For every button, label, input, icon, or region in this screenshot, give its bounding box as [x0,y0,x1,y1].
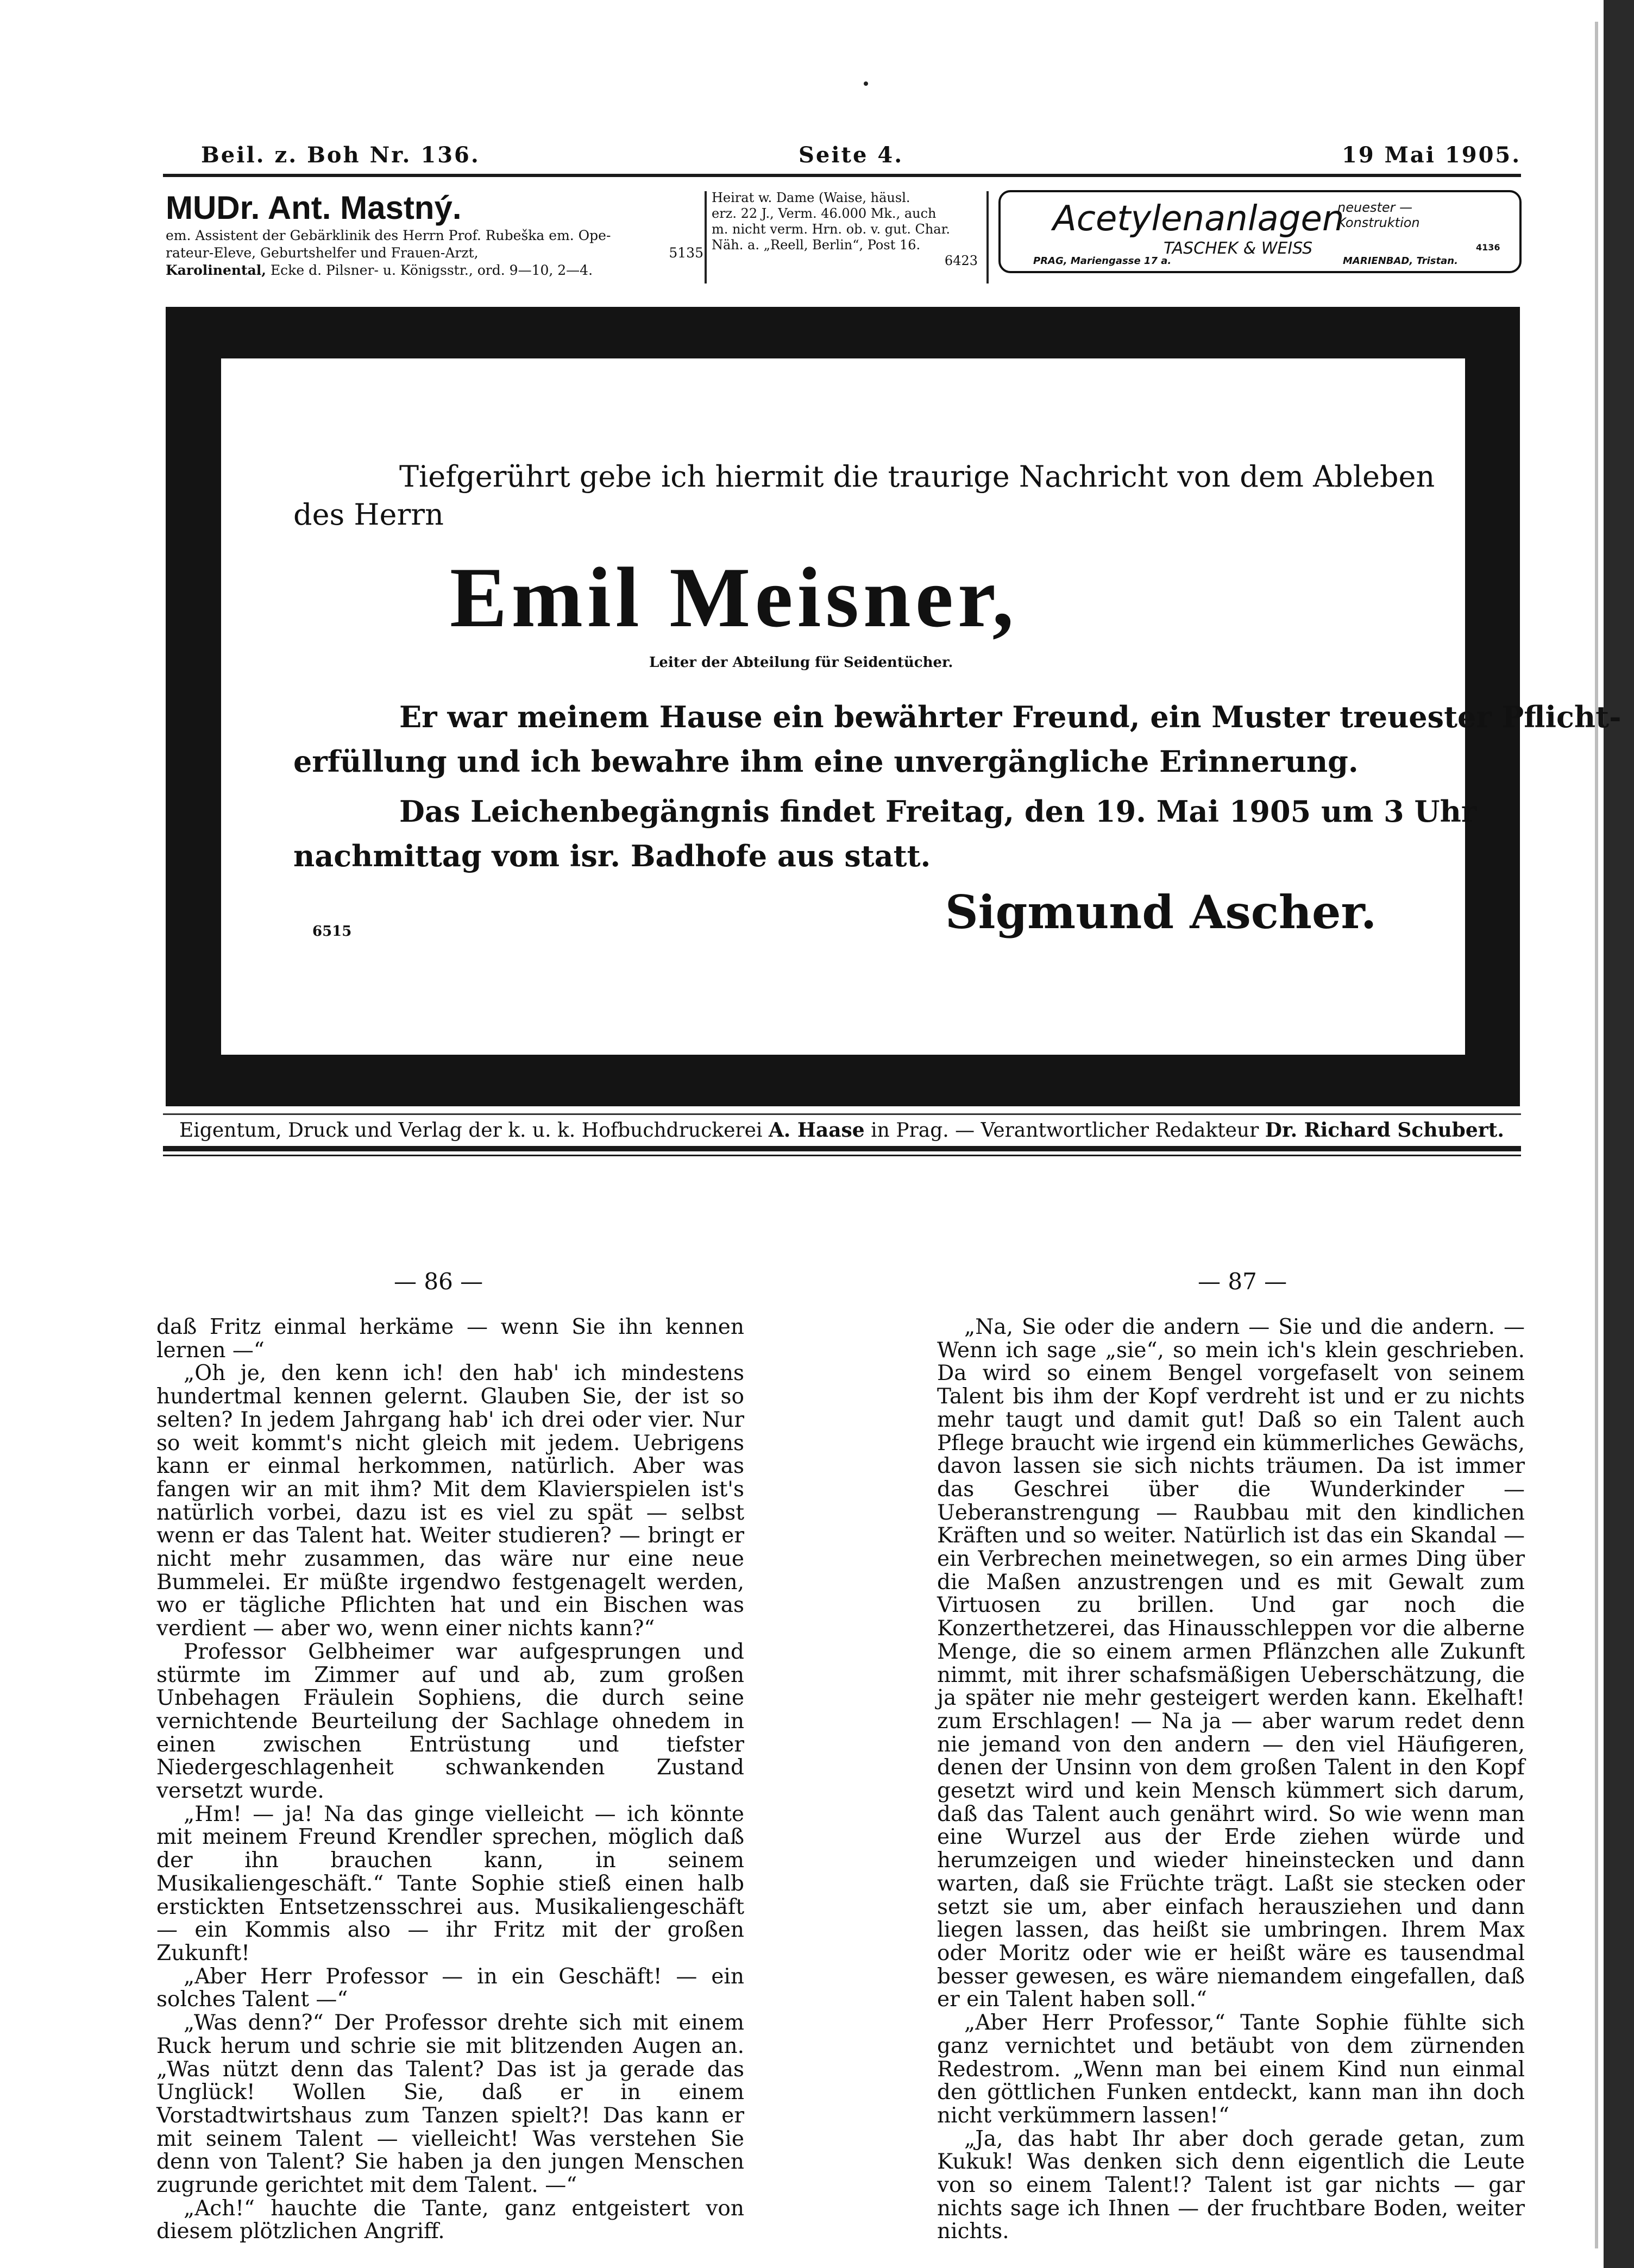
marriage-line-2: erz. 22 J., Verm. 46.000 Mk., auch [712,206,937,221]
doctor-line-3 [166,262,703,279]
notice-para-1-line-1: Er war meinem Hause ein bewährter Freund, ein Muster treuester Pflicht- [399,700,1622,734]
header-date: 19 Mai 1905. [1342,142,1522,168]
marriage-line-3: m. nicht verm. Hrn. ob. v. gut. Char. [712,222,951,237]
acetylen-subtitle-1: neuester — [1337,200,1413,215]
deceased-name: Emil Meisner, [450,550,1019,645]
header-page: Seite 4. [799,142,904,168]
left-paragraph: „Ach!“ hauchte die Tante, ganz entgeistert von diesem plötzlichen Angriff. [156,2196,744,2244]
header-issue: Beil. z. Boh Nr. 136. [201,142,480,168]
notice-para-2-line-2: nachmittag vom isr. Badhofe aus statt. [293,839,931,873]
imprint-place: in Prag. — Verantwortlicher Redakteur [871,1119,1259,1142]
page-edge-line [1595,22,1598,2248]
notice-ad-code: 6515 [312,923,352,940]
left-paragraph: „Was denn?“ Der Professor drehte sich mit einem Ruck herum und schrie sie mit blitzenden Augen an. „Was nützt denn das Talent? Das ist ja gerade das Unglück! Wollen Sie, daß er in einem Vorstadtwirtshaus zum Tanzen spielt?! Das kann er mit seinem Talent — vielleicht! Was verstehen Sie denn von Talent? Sie haben ja den jungen Menschen zugrunde gerichtet mit dem Talent. —“ [156,2011,744,2198]
left-page-number: — 86 — [394,1268,483,1295]
print-speck [864,81,868,86]
left-paragraph: „Oh je, den kenn ich! den hab' ich mindestens hundertmal kennen gelernt. Glauben Sie, der ist so selten? In jedem Jahrgang hab' ich drei oder vier. Nur so weit kommt's nicht gleich mit jedem. Uebrigens kann er einmal herkommen, natürlich. Aber was fangen wir an mit ihm? Mit dem Klavierspielen ist's natürlich vorbei, dazu ist es viel zu spät — selbst wenn er das Talent hat. Weiter studieren? — bringt er nicht mehr zusammen, das wäre nur eine neue Bummelei. Er müßte irgendwo festgenagelt werden, wo er tägliche Pflichten hat und ein Bischen was verdient — aber wo, wenn einer nichts kann?“ [156,1361,744,1641]
doctor-ad-code: 5135 [669,245,703,261]
imprint-rule-top [163,1113,1521,1115]
imprint [179,1119,1510,1142]
deceased-position: Leiter der Abteilung für Seidentücher. [649,654,953,671]
left-column [156,1316,744,2244]
page-header [201,142,1522,168]
imprint-rule-bottom [163,1146,1521,1151]
acetylen-subtitle-2: Konstruktion [1337,215,1420,230]
left-paragraph: Professor Gelbheimer war aufgesprungen und stürmte im Zimmer auf und ab, zum großen Unbehagen Fräulein Sophiens, die durch seine vernichtende Beurteilung der Sachlage ohnedem in einen zwischen Entrüstung und tiefster Niedergeschlagenheit schwankenden Zustand versetzt wurde. [156,1639,744,1804]
doctor-line-2: rateur-Eleve, Geburtshelfer und Frauen-Arzt, [166,245,479,261]
right-paragraph: „Na, Sie oder die andern — Sie und die andern. — Wenn ich sage „sie“, so mein ich's klein geschrieben. Da wird so einem Bengel vorgefaselt von seinem Talent bis ihm der Kopf verdreht ist und er zu nichts mehr taugt und damit gut! Daß so ein Talent auch Pflege braucht wie irgend ein kümmerliches Gewächs, davon lassen sie sich nichts träumen. Da ist immer das Geschrei über die Wunderkinder — Ueberanstrengung — Raubbau mit den kindlichen Kräften und so weiter. Natürlich ist das ein Skandal — ein Verbrechen meinetwegen, so ein armes Ding über die Maßen anzustrengen und es mit Gewalt zum Virtuosen zu brillen. Und gar noch die Konzerthetzerei, das Hinausschleppen vor die alberne Menge, die so einem armen Pflänzchen alle Zukunft nimmt, mit ihrer schafsmäßigen Ueberschätzung, die ja später nie mehr gesteigert werden kann. Ekelhaft! zum Erschlagen! — Na ja — aber warum redet denn nie jemand von den andern — den viel Häufigeren, denen der Unsinn von dem großen Talent in den Kopf gesetzt wird und kein Mensch kümmert sich darum, daß das Talent auch genährt wird. So wie wenn man eine Wurzel aus der Erde ziehen würde und herumzeigen und wieder hineinstecken und dann warten, daß sie Früchte trägt. Laßt sie stecken oder setzt sie um, aber einfach herausziehen und dann liegen lassen, das heißt sie umbringen. Ihrem Max oder Moritz oder wie er heißt wäre es tausendmal besser gewesen, es wäre niemandem eingefallen, daß er ein Talent haben soll.“ [937,1315,1525,2012]
ad-separator-2 [986,191,989,284]
acetylen-title: Acetylenanlagen [1053,199,1344,239]
marriage-ad-code: 6423 [944,253,978,268]
notice-intro-line-1: Tiefgerührt gebe ich hiermit die traurige Nachricht von dem Ableben [399,459,1435,494]
notice-signature: Sigmund Ascher. [945,885,1377,939]
page-edge-shadow [1604,0,1634,2268]
acetylen-address-right: MARIENBAD, Tristan. [1343,255,1458,267]
acetylen-address-left: PRAG, Mariengasse 17 a. [1033,255,1172,267]
doctor-line-1: em. Assistent der Gebärklinik des Herrn Prof. Rubeška em. Ope- [166,228,611,243]
doctor-line-2-row [166,244,703,262]
notice-intro-line-2: des Herrn [293,497,444,532]
acetylen-firm: TASCHEK & WEISS [1164,239,1313,258]
marriage-line-4: Näh. a. „Reell, Berlin“, Post 16. [712,237,921,253]
left-paragraph: „Aber Herr Professor — in ein Geschäft! — ein solches Talent —“ [156,1964,744,2012]
acetylen-code: 4136 [1476,242,1500,253]
imprint-printer: A. Haase [768,1119,865,1142]
marriage-line-1: Heirat w. Dame (Waise, häusl. [712,190,910,205]
acetylen-ad [998,190,1522,273]
right-paragraph: „Ja, das habt Ihr aber doch gerade getan, zum Kukuk! Was denken sich denn eigentlich die Leute von so einem Talent!? Talent ist gar nichts — gar nichts sage ich Ihnen — der fruchtbare Boden, weiter nichts. [937,2126,1525,2244]
doctor-name: MUDr. Ant. Mastný. [166,190,462,226]
marriage-ad [712,190,989,269]
right-page-number: — 87 — [1198,1268,1287,1295]
notice-para-1-line-2: erfüllung und ich bewahre ihm eine unvergängliche Erinnerung. [293,744,1359,779]
imprint-text: Eigentum, Druck und Verlag der k. u. k. Hofbuchdruckerei [179,1119,763,1142]
notice-para-2-line-1: Das Leichenbegängnis findet Freitag, den 19. Mai 1905 um 3 Uhr [399,794,1477,829]
doctor-ad [166,189,703,279]
header-rule [163,174,1521,177]
left-paragraph: daß Fritz einmal herkäme — wenn Sie ihn kennen lernen —“ [156,1315,744,1363]
imprint-rule-bottom-thin [163,1155,1521,1156]
left-paragraph: „Hm! — ja! Na das ginge vielleicht — ich könnte mit meinem Freund Krendler sprechen, möglich daß der ihn brauchen kann, in seinem Musikaliengeschäft.“ Tante Sophie stieß einen halb erstickten Entsetzensschrei aus. Musikaliengeschäft — ein Kommis also — ihr Fritz mit der großen Zukunft! [156,1801,744,1965]
right-paragraph: „Aber Herr Professor,“ Tante Sophie fühlte sich ganz vernichtet und betäubt von dem zürnenden Redestrom. „Wenn man bei einem Kind nun einmal den göttlichen Funken entdeckt, kann man ihn doch nicht verkümmern lassen!“ [937,2011,1525,2128]
imprint-editor: Dr. Richard Schubert. [1265,1119,1504,1142]
doctor-hours: Ecke d. Pilsner- u. Königsstr., ord. 9—10, 2—4. [270,262,593,278]
acetylen-subtitle [1337,200,1420,230]
doctor-street: Karolinental, [166,262,266,278]
right-column [937,1316,1525,2244]
ad-separator-1 [705,191,707,284]
